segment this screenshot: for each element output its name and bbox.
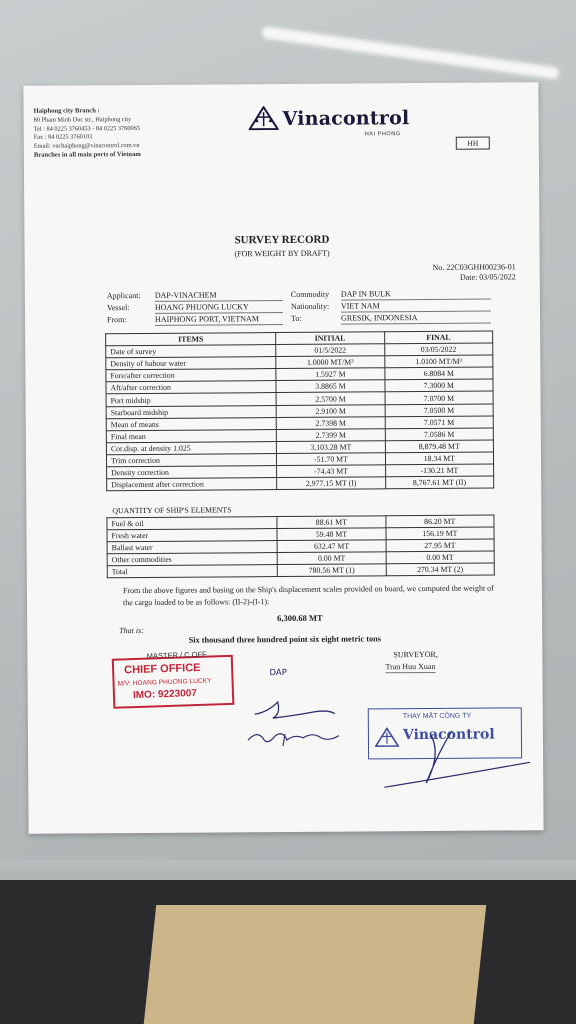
row-final: 7.0586 M	[385, 428, 493, 441]
row-final: 7.0700 M	[385, 392, 493, 405]
master-stamp-vessel: M/V: HOANG PHUONG LUCKY	[117, 677, 212, 688]
branch-fax: Fax : 84 0225 3760103	[33, 133, 93, 142]
commodity-field	[290, 289, 391, 299]
stamp-wordmark: Vinacontrol	[402, 726, 495, 744]
row-initial: -74.43 MT	[277, 465, 385, 478]
vinacontrol-logo	[249, 106, 410, 138]
quantity-item: Fresh water	[107, 529, 277, 542]
dap-signature-label: DAP	[269, 667, 287, 679]
to-field	[290, 313, 418, 323]
quantity-final: 0.00 MT	[386, 551, 494, 564]
nationality-field	[290, 301, 380, 311]
document-subtitle: (FOR WEIGHT BY DRAFT)	[234, 248, 330, 259]
from-field	[106, 314, 259, 325]
quantity-initial: 88.61 MT	[277, 516, 385, 529]
vessel-field	[106, 302, 249, 313]
from-value: HAIPHONG PORT, VIETNAM	[155, 314, 283, 326]
applicant-field	[106, 290, 217, 301]
applicant-label: Applicant:	[106, 290, 141, 301]
row-item: Mean of means	[106, 417, 276, 430]
quantity-initial: 0.00 MT	[277, 552, 385, 565]
quantity-item: Ballast water	[107, 541, 277, 554]
table-row	[107, 476, 494, 491]
branch-network: Branches in all main ports of Vietnam	[33, 150, 141, 159]
row-item: Date of survey	[106, 345, 276, 358]
header-final: FINAL	[384, 331, 492, 344]
row-initial: 01/5/2022	[276, 344, 384, 357]
branch-tel: Tel : 84 0225 3760453 - 84 0225 3760065	[33, 124, 140, 133]
nationality-value: VIET NAM	[341, 301, 491, 313]
master-stamp	[112, 649, 235, 709]
to-value: GRESIK, INDONESIA	[341, 313, 491, 325]
row-initial: -51.70 MT	[277, 453, 385, 466]
to-label: To:	[290, 313, 302, 323]
master-stamp-title: MASTER / C.OFF.	[146, 649, 209, 661]
quantity-initial: 780.56 MT (1)	[278, 564, 386, 577]
floor-tile	[144, 905, 487, 1024]
calculation-paragraph: From the above figures and basing on the Ship's displacement scales provided on board, we computed the weight of the cargo loaded to be as follows: (II-2)-(I-1):	[122, 583, 494, 608]
reference-number: No. 22C03GHH00236-01	[432, 262, 516, 272]
applicant-value: DAP-VINACHEM	[155, 290, 283, 302]
surveyor-name: Tran Huu Xuan	[385, 661, 436, 672]
header-initial: INITIAL	[276, 332, 384, 345]
surveyor-signature	[382, 722, 532, 793]
row-final: 7.0500 M	[385, 404, 493, 417]
quantity-row	[107, 563, 494, 578]
survey-document	[23, 82, 543, 834]
row-item: Cor.disp. at density 1.025	[106, 441, 276, 454]
row-initial: 3.8865 M	[276, 380, 384, 393]
master-stamp-chief: CHIEF OFFICE	[123, 661, 201, 677]
row-final: 7.3000 M	[385, 379, 493, 392]
logo-wordmark: Vinacontrol	[282, 107, 410, 130]
quantity-table	[106, 515, 494, 579]
branch-info	[34, 107, 141, 161]
row-initial: 1.5927 M	[276, 368, 384, 381]
code-box: HH	[456, 137, 490, 150]
logo-subtitle: HAI PHONG	[364, 131, 401, 138]
row-initial: 2.5700 M	[276, 392, 384, 405]
branch-name: Haiphong city Branch :	[33, 107, 100, 115]
quantity-item: Total	[107, 565, 277, 578]
header-items: ITEMS	[106, 333, 276, 346]
branch-email: Email: vnchaiphong@vinacontrol.com.vn	[33, 142, 140, 150]
row-final: 8,879.48 MT	[385, 440, 493, 453]
survey-table	[105, 331, 494, 492]
row-initial: 2,977.15 MT (I)	[277, 477, 385, 490]
ceiling-light-glare	[261, 26, 560, 80]
row-initial: 2.7399 M	[277, 429, 385, 442]
quantity-final: 27.95 MT	[386, 539, 494, 552]
quantity-final: 156.19 MT	[386, 527, 494, 540]
row-item: Density of hahour water	[106, 357, 276, 370]
vessel-value: HOANG PHUONG LUCKY	[155, 302, 283, 314]
that-is-label: That is:	[119, 625, 144, 636]
scale-emblem-icon	[249, 106, 279, 130]
row-final: 6.8084 M	[384, 367, 492, 380]
vessel-label: Vessel:	[106, 303, 130, 313]
total-in-words: Six thousand three hundred point six eight metric tons	[188, 634, 381, 645]
row-final: 1.0100 MT/M³	[384, 355, 492, 368]
row-item: Trim correction	[106, 453, 276, 466]
row-initial: 3,103.28 MT	[277, 441, 385, 454]
quantity-initial: 632.47 MT	[277, 540, 385, 553]
row-final: 03/05/2022	[384, 343, 492, 356]
from-label: From:	[106, 315, 127, 325]
row-item: Aft/after correction	[106, 381, 276, 394]
row-item: Final mean	[106, 429, 276, 442]
row-final: 18.34 MT	[385, 452, 493, 465]
surveyor-label: SURVEYOR,	[393, 649, 438, 660]
row-initial: 1.0000 MT/M³	[276, 356, 384, 369]
row-final: 8,767.61 MT (II)	[385, 476, 493, 489]
row-final: 7.0571 M	[385, 416, 493, 429]
document-title: SURVEY RECORD	[234, 233, 330, 247]
quantity-item: Other commodities	[107, 553, 277, 566]
reference-date: Date: 03/05/2022	[459, 272, 516, 282]
row-item: Port midship	[106, 393, 276, 406]
master-stamp-imo: IMO: 9223007	[132, 687, 198, 702]
row-item: Density correction	[107, 466, 277, 479]
quantity-final: 270.34 MT (2)	[386, 563, 494, 576]
row-initial: 2.9100 M	[276, 404, 384, 417]
branch-address: 80 Pham Minh Duc str., Haiphong city	[33, 115, 132, 124]
row-item: Displacement after correction	[107, 478, 277, 491]
cargo-total: 6,300.68 MT	[277, 612, 323, 624]
quantity-header: QUANTITY OF SHIP'S ELEMENTS	[112, 505, 232, 516]
commodity-value: DAP IN BULK	[341, 289, 491, 301]
quantity-final: 86.20 MT	[386, 515, 494, 528]
row-item: Fore/after correction	[106, 369, 276, 382]
row-initial: 2.7398 M	[276, 416, 384, 429]
stamp-heading: THAY MẶT CÔNG TY	[402, 712, 472, 721]
row-item: Starboard midship	[106, 405, 276, 418]
quantity-item: Fuel & oil	[107, 517, 277, 530]
handwritten-signatures	[243, 694, 353, 755]
commodity-label: Commodity	[290, 289, 330, 299]
nationality-label: Nationality:	[290, 301, 330, 311]
row-final: -130.21 MT	[385, 464, 493, 477]
quantity-initial: 59.48 MT	[277, 528, 385, 541]
